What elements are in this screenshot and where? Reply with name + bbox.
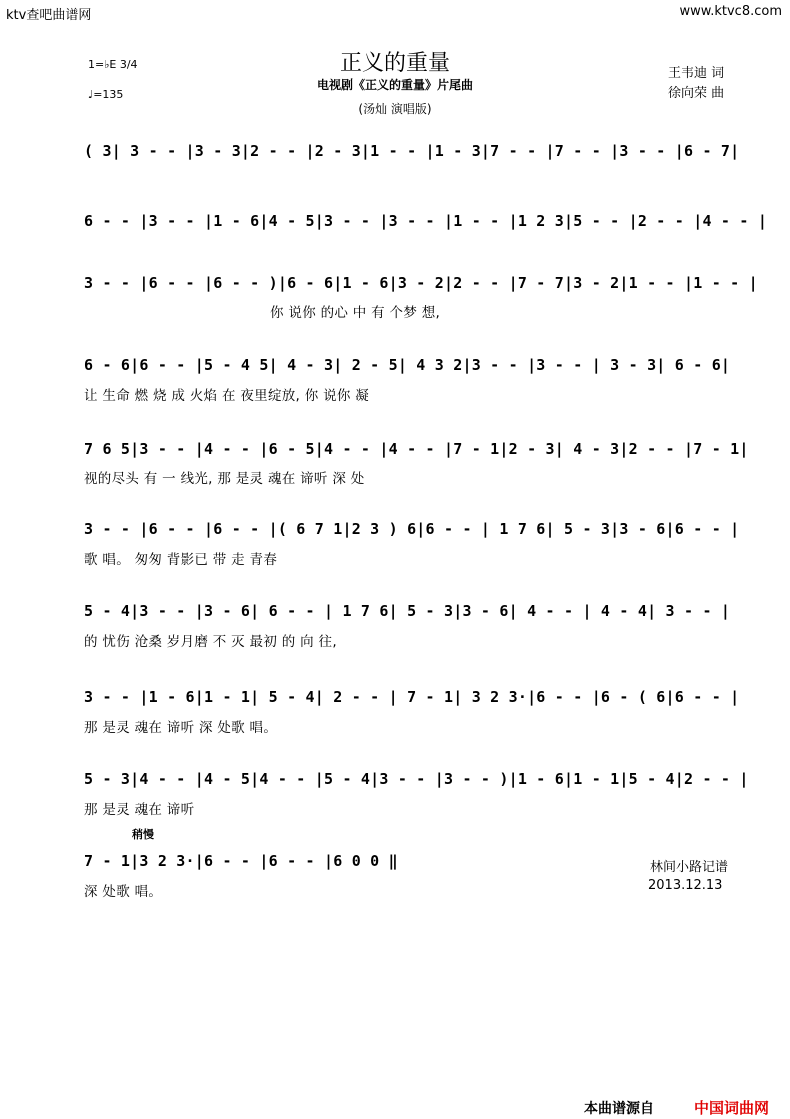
- watermark-left: ktv查吧曲谱网: [6, 8, 92, 23]
- song-subtitle: 电视剧《正义的重量》片尾曲: [316, 78, 473, 92]
- composer: 徐向荣 曲: [668, 86, 725, 101]
- score-row-4-lyrics: 让 生命 燃 烧 成 火焰 在 夜里绽放, 你 说你 凝: [84, 388, 370, 404]
- score-row-4-notes: 6 - 6|6 - - |5 - 4 5| 4 - 3| 2 - 5| 4 3 2|3 - - |3 - - | 3 - 3| 6 - 6|: [84, 356, 731, 374]
- transcriber: 林间小路记谱: [650, 860, 729, 875]
- score-row-8-notes: 3 - - |1 - 6|1 - 1| 5 - 4| 2 - - | 7 - 1| 3 2 3·|6 - - |6 - ( 6|6 - - |: [84, 688, 740, 706]
- song-title: 正义的重量: [339, 51, 450, 76]
- score-row-5-lyrics: 视的尽头 有 一 线光, 那 是灵 魂在 谛听 深 处: [84, 471, 365, 487]
- score-row-10-lyrics: 深 处歌 唱。: [84, 884, 163, 900]
- watermark-right: www.ktvc8.com: [679, 4, 782, 19]
- tempo-marking: 稍慢: [132, 828, 154, 841]
- score-row-1-notes: ( 3| 3 - - |3 - 3|2 - - |2 - 3|1 - - |1 - 3|7 - - |7 - - |3 - - |6 - 7|: [84, 142, 740, 160]
- tempo: ♩=135: [88, 88, 124, 101]
- score-row-6-notes: 3 - - |6 - - |6 - - |( 6 7 1|2 3 ) 6|6 - - | 1 7 6| 5 - 3|3 - 6|6 - - |: [84, 520, 740, 538]
- score-row-6-lyrics: 歌 唱。 匆匆 背影已 带 走 青春: [84, 552, 278, 568]
- score-row-7-notes: 5 - 4|3 - - |3 - 6| 6 - - | 1 7 6| 5 - 3|3 - 6| 4 - - | 4 - 4| 3 - - |: [84, 602, 731, 620]
- transcription-date: 2013.12.13: [648, 878, 723, 893]
- lyricist: 王韦迪 词: [668, 66, 725, 81]
- singer-info: (汤灿 演唱版): [358, 102, 432, 116]
- footer-source-label: 本曲谱源自: [584, 1101, 654, 1117]
- score-row-5-notes: 7 6 5|3 - - |4 - - |6 - 5|4 - - |4 - - |7 - 1|2 - 3| 4 - 3|2 - - |7 - 1|: [84, 440, 749, 458]
- score-row-9-notes: 5 - 3|4 - - |4 - 5|4 - - |5 - 4|3 - - |3 - - )|1 - 6|1 - 1|5 - 4|2 - - |: [84, 770, 749, 788]
- score-row-3-notes: 3 - - |6 - - |6 - - )|6 - 6|1 - 6|3 - 2|2 - - |7 - 7|3 - 2|1 - - |1 - - |: [84, 274, 758, 292]
- key-signature: 1=♭E 3/4: [88, 58, 138, 71]
- score-row-9-lyrics: 那 是灵 魂在 谛听: [84, 802, 195, 818]
- score-row-8-lyrics: 那 是灵 魂在 谛听 深 处歌 唱。: [84, 720, 278, 736]
- score-row-10-notes: 7 - 1|3 2 3·|6 - - |6 - - |6 0 0 ‖: [84, 852, 398, 870]
- footer-site-link[interactable]: 中国词曲网: [694, 1099, 770, 1117]
- score-row-2-notes: 6 - - |3 - - |1 - 6|4 - 5|3 - - |3 - - |1 - - |1 2 3|5 - - |2 - - |4 - - |: [84, 212, 768, 230]
- score-row-7-lyrics: 的 忧伤 沧桑 岁月磨 不 灭 最初 的 向 往,: [84, 634, 337, 650]
- score-row-3-lyrics: 你 说你 的心 中 有 个梦 想,: [270, 305, 441, 321]
